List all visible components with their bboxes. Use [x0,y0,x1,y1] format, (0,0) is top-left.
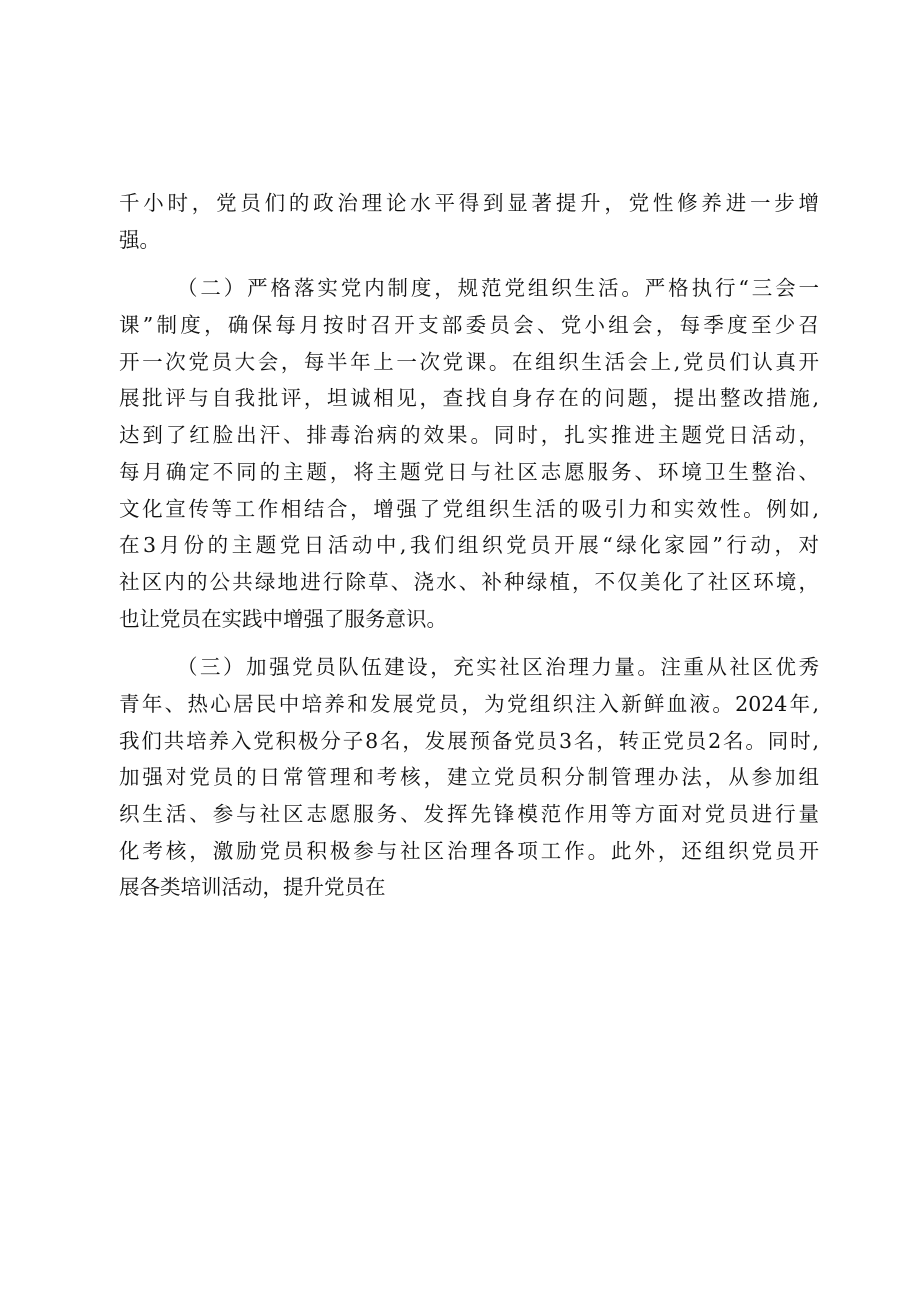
text-line: 每月确定不同的主题，将主题党日与社区志愿服务、环境卫生整治、 [119,459,819,484]
text-line: 织生活、参与社区志愿服务、发挥先锋模范作用等方面对党员进行量 [119,802,819,826]
text-line: 展批评与自我批评，坦诚相见，查找自身存在的问题，提出整改措施, [119,386,819,411]
text-line: 化考核，激励党员积极参与社区治理各项工作。此外，还组织党员开 [119,838,819,863]
text-line: 文化宣传等工作相结合，增强了党组织生活的吸引力和实效性。例如, [119,496,819,521]
text-line: 加强对党员的日常管理和考核，建立党员积分制管理办法，从参加组 [119,765,819,790]
document-body [119,185,819,906]
text-line: 我们共培养入党积极分子8名，发展预备党员3名，转正党员2名。同时, [119,728,819,753]
text-line: 也让党员在实践中增强了服务意识。 [119,606,447,631]
text-line: 达到了红脸出汗、排毒治病的效果。同时，扎实推进主题党日活动， [119,423,819,448]
text-line: 展各类培训活动，提升党员在 [119,875,386,900]
paragraph-heading-line: （二）严格落实党内制度，规范党组织生活。严格执行“三会一 [177,276,819,301]
text-line: 千小时，党员们的政治理论水平得到显著提升，党性修养进一步增 [119,191,819,215]
text-line: 在3月份的主题党日活动中,我们组织党员开展“绿化家园”行动，对 [119,533,819,558]
text-line: 强。 [119,227,160,252]
paragraph-heading-line: （三）加强党员队伍建设，充实社区治理力量。注重从社区优秀 [177,655,819,680]
text-line: 青年、热心居民中培养和发展党员，为党组织注入新鲜血液。2024年, [119,691,819,716]
text-line: 开一次党员大会，每半年上一次党课。在组织生活会上,党员们认真开 [119,349,819,374]
text-line: 社区内的公共绿地进行除草、浇水、补种绿植，不仅美化了社区环境， [119,569,819,594]
text-line: 课”制度，确保每月按时召开支部委员会、党小组会，每季度至少召 [119,313,819,338]
